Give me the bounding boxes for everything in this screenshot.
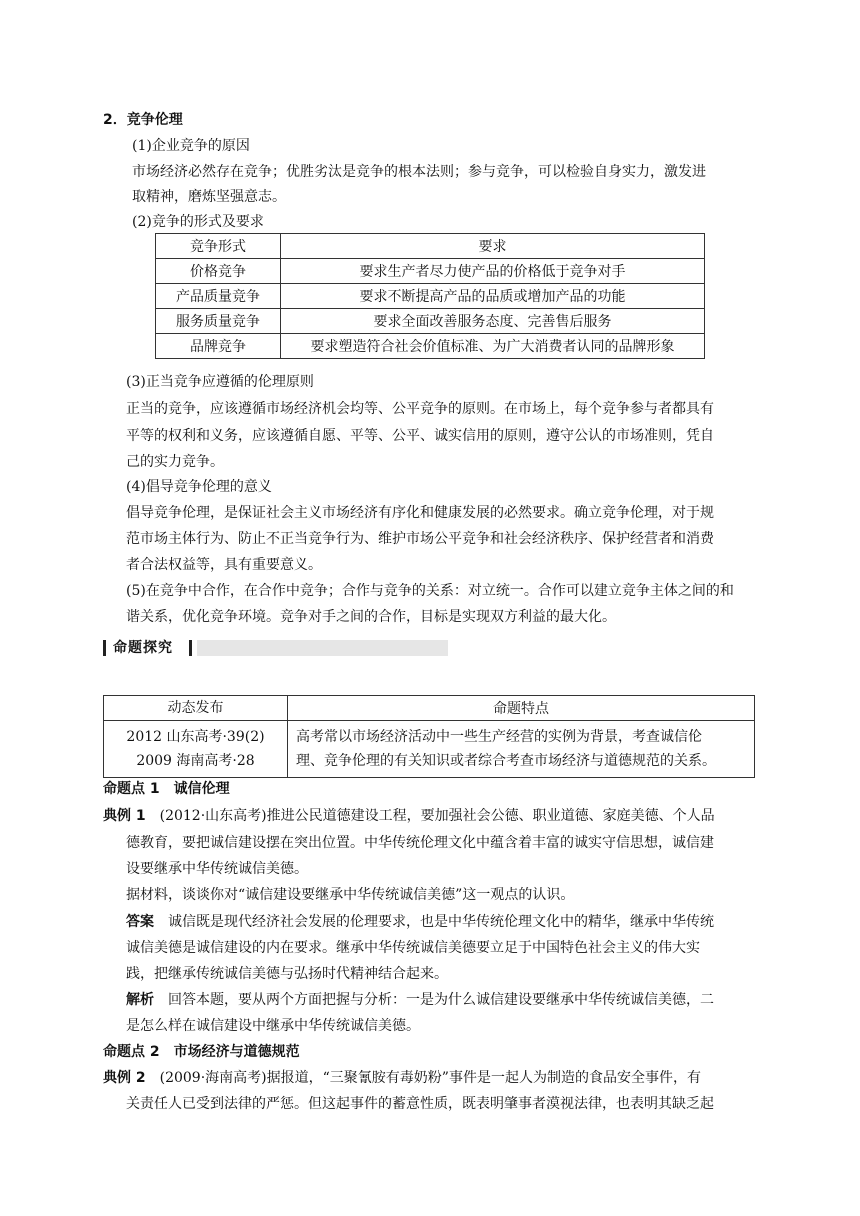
table-header-cell: 要求 — [281, 234, 705, 259]
example-1-question: 据材料，谈谈你对“诚信建设要继承中华传统诚信美德”这一观点的认识。 — [126, 887, 575, 903]
analysis-text: 回答本题，要从两个方面把握与分析：一是为什么诚信建设要继承中华传统诚信美德，二 — [154, 992, 714, 1008]
table-cell: 要求全面改善服务态度、完善售后服务 — [281, 309, 705, 334]
point-1-title: 命题点 1 诚信伦理 — [103, 781, 230, 797]
example-1-text: (2012·山东高考)推进公民道德建设工程，要加强社会公德、职业道德、家庭美德、个人品 — [145, 808, 715, 824]
table-row — [104, 721, 755, 778]
point-2-title: 命题点 2 市场经济与道德规范 — [103, 1044, 300, 1060]
example-1-text: 设要继承中华传统诚信美德。 — [126, 861, 308, 877]
table-cell: 价格竞争 — [156, 259, 281, 284]
subsection-5-text: (5)在竞争中合作，在合作中竞争；合作与竞争的关系：对立统一。合作可以建立竞争主体之间的和 — [126, 583, 734, 599]
subsection-1-text: 取精神，磨炼坚强意志。 — [132, 189, 286, 205]
table-header-row — [156, 234, 705, 259]
table-row — [156, 259, 705, 284]
table-row — [156, 309, 705, 334]
table-row — [156, 334, 705, 359]
subsection-4-text: 者合法权益等，具有重要意义。 — [126, 557, 322, 573]
subsection-4-text: 范市场主体行为、防止不正当竞争行为、维护市场公平竞争和社会经济秩序、保护经营者和消费 — [126, 531, 714, 547]
answer-text: 诚信美德是诚信建设的内在要求。继承中华传统诚信美德要立足于中国特色社会主义的伟大实 — [126, 940, 700, 956]
table-row — [156, 284, 705, 309]
source-line: 2009 海南高考·28 — [136, 753, 255, 769]
example-1-text: 德教育，要把诚信建设摆在突出位置。中华传统伦理文化中蕴含着丰富的诚实守信思想，诚信建 — [126, 835, 714, 851]
analysis-text: 是怎么样在诚信建设中继承中华传统诚信美德。 — [126, 1018, 420, 1034]
banner-bar — [103, 640, 106, 656]
example-1-label: 典例 1 — [103, 808, 146, 824]
subsection-4-text: 倡导竞争伦理，是保证社会主义市场经济有序化和健康发展的必然要求。确立竞争伦理，对于规 — [126, 505, 714, 521]
table-cell: 服务质量竞争 — [156, 309, 281, 334]
table-header-cell: 命题特点 — [288, 696, 755, 721]
example-1-line — [103, 806, 715, 826]
banner-label: 命题探究 — [113, 640, 173, 656]
answer-text: 践，把继承传统诚信美德与弘扬时代精神结合起来。 — [126, 966, 448, 982]
table-cell — [288, 721, 755, 778]
table-header-cell: 动态发布 — [104, 696, 288, 721]
example-2-label: 典例 2 — [103, 1070, 146, 1086]
banner-fill — [197, 640, 448, 656]
subsection-4-title: (4)倡导竞争伦理的意义 — [126, 479, 272, 495]
feature-line: 高考常以市场经济活动中一些生产经营的实例为背景，考查诚信伦 — [296, 729, 702, 745]
analysis-label: 解析 — [126, 992, 154, 1008]
example-2-text: (2009·海南高考)据报道，“三聚氰胺有毒奶粉”事件是一起人为制造的食品安全事件，有 — [145, 1070, 701, 1086]
competition-forms-table — [155, 233, 705, 359]
subsection-1-title: (1)企业竞争的原因 — [132, 138, 250, 154]
answer-line — [126, 912, 714, 932]
table-cell: 产品质量竞争 — [156, 284, 281, 309]
subsection-2-title: (2)竞争的形式及要求 — [132, 214, 264, 230]
table-header-cell: 竞争形式 — [156, 234, 281, 259]
table-header-row — [104, 696, 755, 721]
table-cell: 品牌竞争 — [156, 334, 281, 359]
analysis-line — [126, 990, 714, 1010]
answer-text: 诚信既是现代经济社会发展的伦理要求，也是中华传统伦理文化中的精华，继承中华传统 — [154, 914, 714, 930]
subsection-3-text: 己的实力竞争。 — [126, 454, 224, 470]
subsection-3-text: 平等的权利和义务，应该遵循自愿、平等、公平、诚实信用的原则，遵守公认的市场准则，凭自 — [126, 428, 714, 444]
table-cell: 要求生产者尽力使产品的价格低于竞争对手 — [281, 259, 705, 284]
table-cell: 要求不断提高产品的品质或增加产品的功能 — [281, 284, 705, 309]
subsection-3-title: (3)正当竞争应遵循的伦理原则 — [126, 374, 314, 390]
subsection-3-text: 正当的竞争，应该遵循市场经济机会均等、公平竞争的原则。在市场上，每个竞争参与者都具有 — [126, 401, 714, 417]
section-banner — [103, 639, 448, 657]
feature-line: 理、竞争伦理的有关知识或者综合考查市场经济与道德规范的关系。 — [296, 753, 716, 769]
table-cell — [104, 721, 288, 778]
table-cell: 要求塑造符合社会价值标准、为广大消费者认同的品牌形象 — [281, 334, 705, 359]
example-2-line — [103, 1068, 701, 1088]
section-heading: 2．竞争伦理 — [103, 112, 183, 128]
source-line: 2012 山东高考·39(2) — [126, 729, 265, 745]
subsection-5-text: 谐关系，优化竞争环境。竞争对手之间的合作，目标是实现双方利益的最大化。 — [126, 609, 616, 625]
example-2-text: 关责任人已受到法律的严惩。但这起事件的蓄意性质，既表明肇事者漠视法律，也表明其缺乏起 — [126, 1096, 714, 1112]
subsection-1-text: 市场经济必然存在竞争；优胜劣汰是竞争的根本法则；参与竞争，可以检验自身实力，激发进 — [132, 164, 706, 180]
banner-bar — [189, 640, 192, 656]
answer-label: 答案 — [126, 914, 154, 930]
topic-info-table — [103, 695, 755, 778]
